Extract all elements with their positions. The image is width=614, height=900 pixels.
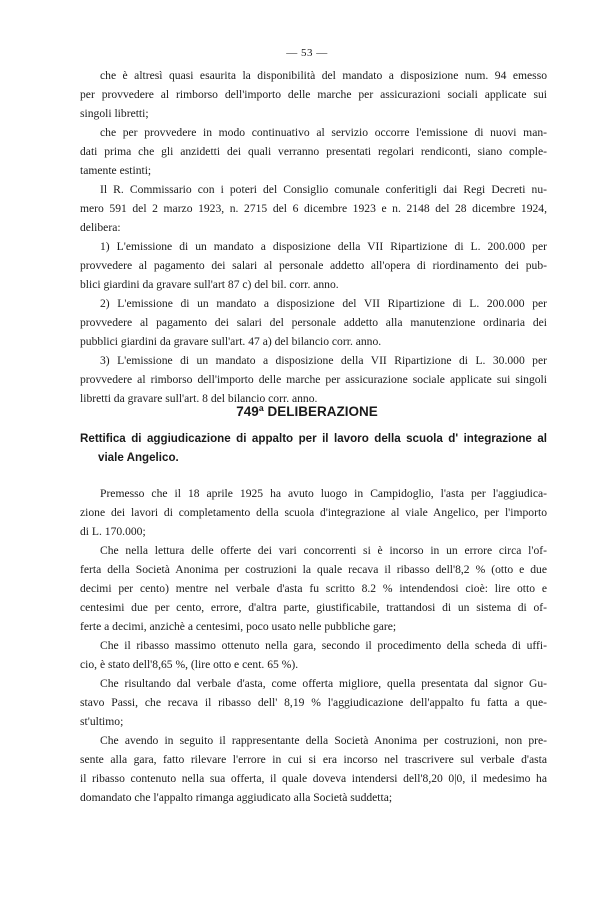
text-line: decimi per cento) mentre nel verbale d'asta fu scritto 8.2 % intendendosi cioè: lire otto e bbox=[80, 582, 547, 595]
text-line: blici giardini da gravare sull'art 87 c) del bil. corr. anno. bbox=[80, 278, 339, 291]
text-line: zione dei lavori di completamento della scuola d'integrazione al viale Angelico, per l'importo bbox=[80, 506, 547, 519]
text-line: provvedere al pagamento dei salari del personale addetto alla manutenzione ordinaria dei bbox=[80, 316, 547, 329]
text-line: il ribasso contenuto nella sua offerta, il quale doveva intendersi dell'8,20 0|0, il medesimo ha bbox=[80, 772, 547, 785]
text-line: 3) L'emissione di un mandato a disposizione della VII Ripartizione di L. 30.000 per bbox=[100, 354, 547, 367]
subtitle-line: Rettifica di aggiudicazione di appalto per il lavoro della scuola d' integrazione al bbox=[80, 432, 547, 445]
text-line: libretti da gravare sull'art. 8 del bilancio corr. anno. bbox=[80, 392, 318, 405]
text-line: Il R. Commissario con i poteri del Consiglio comunale conferitigli dai Regi Decreti nu- bbox=[100, 183, 547, 196]
text-line: per provvedere al rimborso dell'importo delle marche per assicurazioni sociali applicate sui bbox=[80, 88, 547, 101]
text-line: st'ultimo; bbox=[80, 715, 124, 728]
text-line: 1) L'emissione di un mandato a disposizione della VII Ripartizione di L. 200.000 per bbox=[100, 240, 547, 253]
text-line: cio, è stato dell'8,65 %, (lire otto e cent. 65 %). bbox=[80, 658, 299, 671]
text-line: ferte a decimi, anzichè a centesimi, poco usato nelle pubbliche gare; bbox=[80, 620, 397, 633]
text-line: centesimi due per cento, errore, d'altra parte, giustificabile, trattandosi di un sistema di of- bbox=[80, 601, 547, 614]
text-line: stavo Passi, che recava il ribasso dell' 8,19 % l'aggiudicazione dell'appalto fu fatta a que- bbox=[80, 696, 547, 709]
text-line: Che risultando dal verbale d'asta, come offerta migliore, quella presentata dal signor Gu- bbox=[100, 677, 547, 690]
text-line: Premesso che il 18 aprile 1925 ha avuto luogo in Campidoglio, l'asta per l'aggiudica- bbox=[100, 487, 547, 500]
text-line: che è altresì quasi esaurita la disponibilità del mandato a disposizione num. 94 emesso bbox=[100, 69, 547, 82]
text-line: che per provvedere in modo continuativo al servizio occorre l'emissione di nuovi man- bbox=[100, 126, 547, 139]
text-line: domandato che l'appalto rimanga aggiudicato alla Società suddetta; bbox=[80, 791, 393, 804]
text-line: pubblici giardini da gravare sull'art. 47 a) del bilancio corr. anno. bbox=[80, 335, 382, 348]
text-line: 2) L'emissione di un mandato a disposizione del VII Ripartizione di L. 200.000 per bbox=[100, 297, 547, 310]
text-line: provvedere al pagamento dei salari al personale addetto all'opera di riordinamento dei pub- bbox=[80, 259, 547, 272]
text-line: ferta della Società Anonima per costruzioni la quale recava il ribasso dell'8,2 % (otto e due bbox=[80, 563, 547, 576]
text-line: Che nella lettura delle offerte dei vari concorrenti si è incorso in un errore circa l'of- bbox=[100, 544, 547, 557]
deliberation-heading: 749ª DELIBERAZIONE bbox=[236, 404, 378, 419]
text-line: delibera: bbox=[80, 221, 121, 234]
text-line: singoli libretti; bbox=[80, 107, 149, 120]
subtitle-line: viale Angelico. bbox=[98, 451, 179, 464]
text-line: Che avendo in seguito il rappresentante della Società Anonima per costruzioni, non pre- bbox=[100, 734, 547, 747]
text-line: mero 591 del 2 marzo 1923, n. 2715 del 6 dicembre 1923 e n. 2148 del 28 dicembre 1924, bbox=[80, 202, 547, 215]
page-number: — 53 — bbox=[286, 47, 328, 59]
text-line: dati prima che gli anzidetti dei quali verranno presentati regolari rendiconti, siano comple- bbox=[80, 145, 547, 158]
text-line: sente alla gara, fatto rilevare l'errore in cui si era incorso nel trascrivere sul verbale d'asta bbox=[80, 753, 547, 766]
text-line: di L. 170.000; bbox=[80, 525, 146, 538]
text-line: provvedere al rimborso dell'importo delle marche per assicurazione sociale applicate sui singoli bbox=[80, 373, 547, 386]
text-line: Che il ribasso massimo ottenuto nella gara, secondo il procedimento della scheda di uffi- bbox=[100, 639, 547, 652]
text-line: tamente estinti; bbox=[80, 164, 152, 177]
